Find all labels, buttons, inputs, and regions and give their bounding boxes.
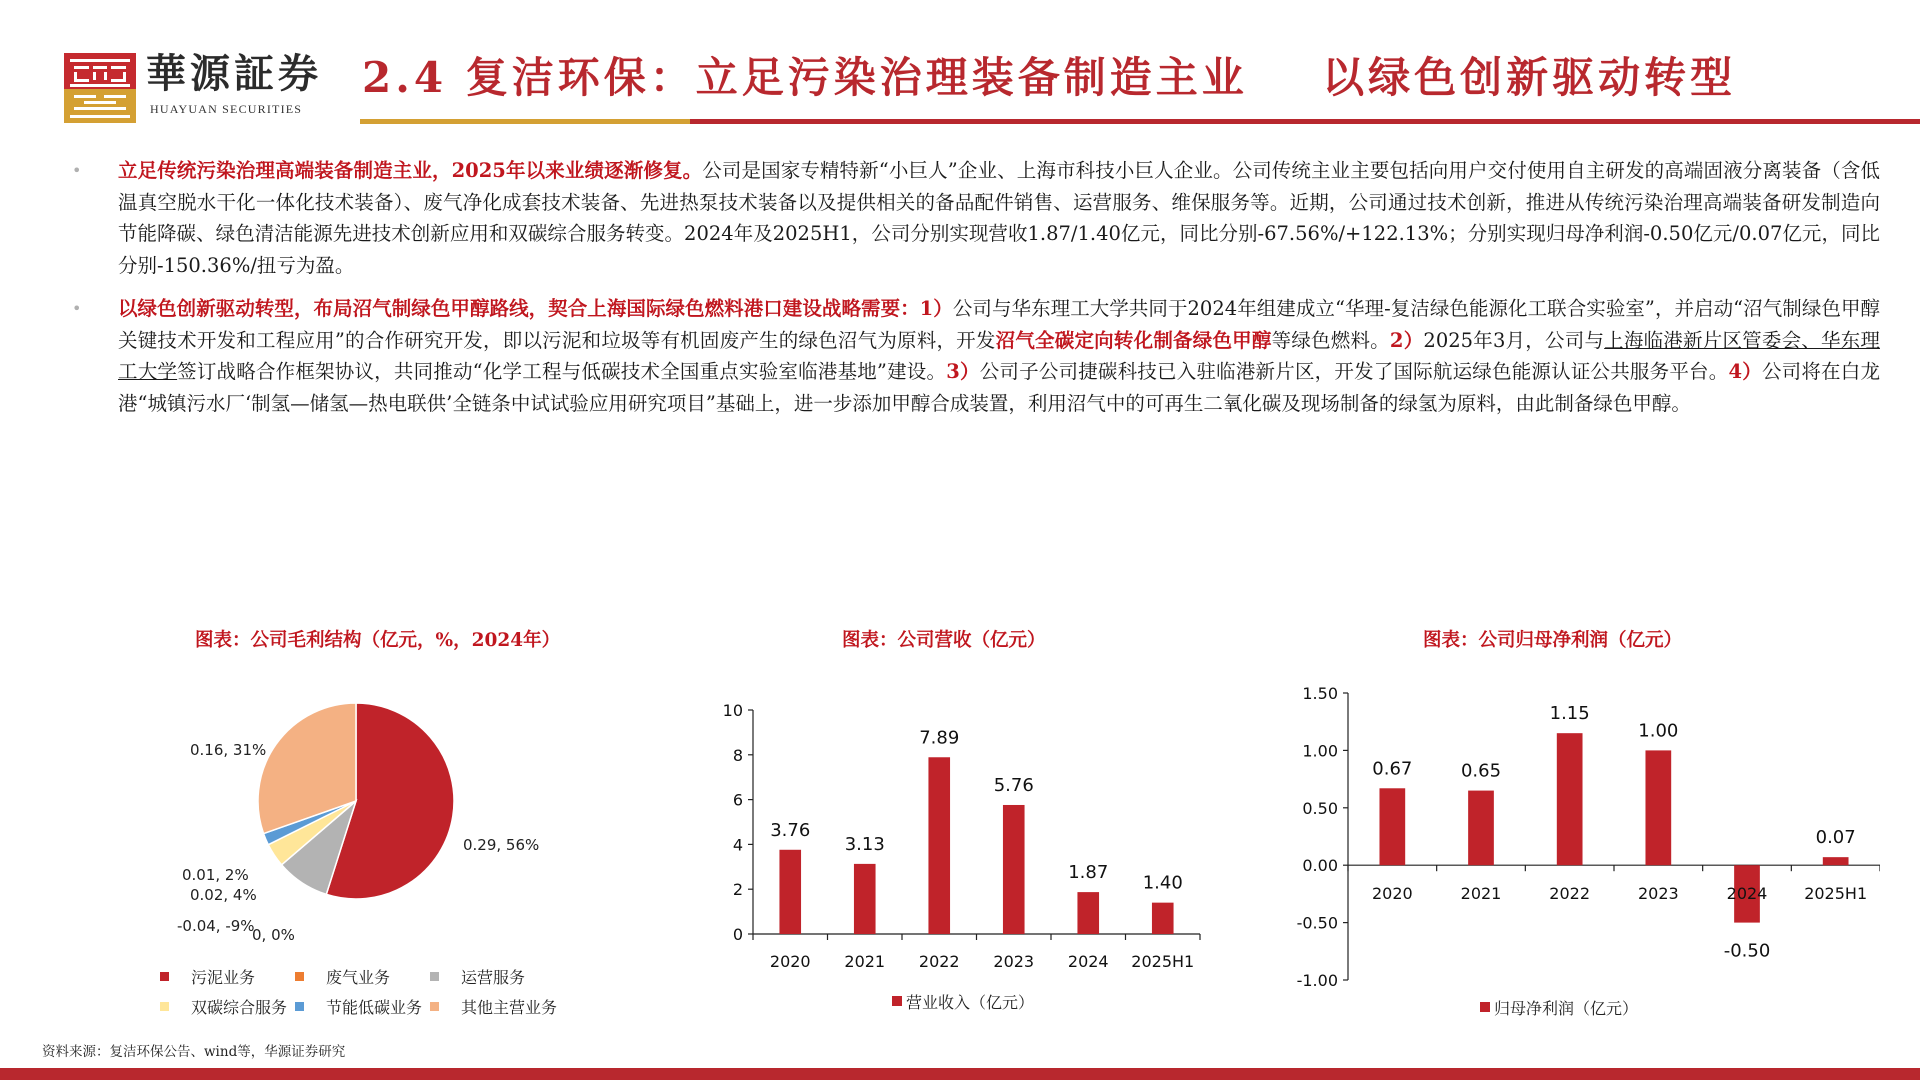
bar — [1379, 788, 1405, 865]
legend-item — [430, 995, 557, 1018]
bar — [854, 864, 876, 934]
bar-value-label: 0.07 — [1815, 827, 1856, 849]
bar-value-label: 0.65 — [1460, 760, 1502, 782]
x-category-label: 2020 — [1371, 884, 1413, 903]
bar — [1557, 733, 1583, 865]
bar-value-label: 1.40 — [1142, 872, 1183, 894]
para2-text: 公司将在白龙港“城镇污水厂‘制氢—储氢—热电联供’全链条中试试验应用研究项目”基础上，进一步添加甲醇合成装置，利用沼气中的可再生二氧化碳及现场制备的绿氢为原料，由此制备绿色甲醇。 — [118, 360, 1880, 415]
para2-lead: 以绿色创新驱动转型，布局沼气制绿色甲醇路线，契合上海国际绿色燃料港口建设战略需要：1） — [118, 297, 953, 320]
legend-label: 营业收入（亿元） — [906, 993, 1035, 1012]
bullet-icon: • — [72, 299, 82, 318]
bar — [928, 757, 950, 934]
y-tick-label: 1.50 — [1302, 684, 1338, 703]
x-category-label: 2022 — [1549, 884, 1591, 903]
paragraph-2 — [72, 293, 1881, 419]
para2-text: 2025年3月，公司与 — [1423, 328, 1605, 352]
y-tick-label: 4 — [732, 835, 743, 855]
header-rule-gold — [360, 119, 690, 124]
bar — [1003, 805, 1025, 934]
bar — [1077, 892, 1099, 934]
legend-swatch — [160, 1002, 169, 1011]
legend-label: 节能低碳业务 — [326, 998, 423, 1017]
x-category-label: 2023 — [993, 952, 1035, 971]
y-tick-label: 6 — [732, 790, 743, 810]
para2-text: 等绿色燃料。 — [1271, 328, 1390, 352]
legend-label: 污泥业务 — [191, 968, 256, 987]
huayuan-logo-icon — [64, 53, 136, 123]
pie-chart-title: 图表：公司毛利结构（亿元，%，2024年） — [195, 630, 561, 651]
legend-item — [430, 965, 525, 988]
legend-item — [295, 965, 390, 988]
net-profit-bar-chart — [1280, 680, 1880, 1020]
pie-data-label: 0, 0% — [252, 926, 295, 944]
bar-value-label: 3.13 — [844, 833, 885, 855]
paragraph-1 — [72, 155, 1880, 281]
y-tick-label: -1.00 — [1296, 971, 1338, 990]
para2-point-3: 3） — [946, 360, 980, 383]
brand-name-en: HUAYUAN SECURITIES — [150, 102, 303, 116]
legend-item — [160, 965, 255, 988]
page-title: 2.4 复洁环保：立足污染治理装备制造主业 以绿色创新驱动转型 — [362, 53, 1737, 102]
x-category-label: 2024 — [1067, 952, 1109, 971]
legend-swatch — [295, 972, 304, 981]
legend-item — [160, 995, 287, 1018]
legend-label: 运营服务 — [461, 968, 526, 987]
legend-label: 归母净利润（亿元） — [1494, 999, 1639, 1018]
para2-highlight: 沼气全碳定向转化制备绿色甲醇 — [995, 328, 1272, 352]
bar-value-label: -0.50 — [1723, 940, 1771, 962]
legend-swatch — [430, 1002, 439, 1011]
bar — [1468, 791, 1494, 866]
brand-name-cn: 華源証券 — [146, 50, 322, 97]
bar-value-label: 3.76 — [770, 819, 811, 841]
bar-value-label: 1.00 — [1638, 720, 1679, 742]
x-category-label: 2022 — [918, 952, 960, 971]
bar-value-label: 1.15 — [1549, 703, 1590, 725]
y-tick-label: 10 — [722, 701, 743, 720]
profit-chart-title: 图表：公司归母净利润（亿元） — [1423, 630, 1683, 651]
para2-text: 签订战略合作框架协议，共同推动“化学工程与低碳技术全国重点实验室临港基地”建设。 — [177, 360, 947, 383]
legend-label: 其他主营业务 — [461, 998, 558, 1017]
y-tick-label: 2 — [732, 880, 743, 900]
revenue-chart-title: 图表：公司营收（亿元） — [842, 630, 1046, 651]
para2-text: 公司子公司捷碳科技已入驻临港新片区，开发了国际航运绿色能源认证公共服务平台。 — [979, 360, 1729, 383]
y-tick-label: 8 — [732, 745, 743, 765]
para2-point-4: 4） — [1728, 360, 1762, 383]
legend-label: 废气业务 — [326, 968, 391, 987]
x-category-label: 2025H1 — [1131, 952, 1195, 971]
para1-lead: 立足传统污染治理高端装备制造主业，2025年以来业绩逐渐修复。 — [118, 159, 703, 182]
y-tick-label: 0.50 — [1302, 798, 1338, 818]
pie-legend — [160, 965, 580, 1025]
bullet-icon: • — [72, 161, 82, 180]
para2-underlined: 上海临港新片区管委会、华东理工大学 — [118, 328, 1880, 383]
legend-swatch — [1480, 1002, 1490, 1012]
legend-swatch — [430, 972, 439, 981]
legend-swatch — [295, 1002, 304, 1011]
x-category-label: 2020 — [769, 952, 811, 971]
x-category-label: 2023 — [1637, 884, 1679, 903]
bar — [1152, 903, 1174, 934]
pie-data-label: 0.29, 56% — [463, 836, 540, 854]
gross-profit-pie-chart — [150, 700, 630, 950]
pie-data-label: 0.16, 31% — [190, 741, 267, 759]
legend-label: 双碳综合服务 — [191, 998, 288, 1017]
y-tick-label: -0.50 — [1296, 913, 1338, 933]
bar-value-label: 1.87 — [1068, 862, 1109, 884]
para2-text: 公司与华东理工大学共同于2024年组建成立“华理-复洁绿色能源化工联合实验室”，并启动“沼气制绿色甲醇关键技术开发和工程应用”的合作研究开发，即以污泥和垃圾等有机固废产生的绿色沼气为原料，开发 — [118, 297, 1881, 352]
bar-value-label: 0.67 — [1372, 758, 1413, 780]
brand — [146, 50, 322, 117]
pie-data-label: -0.04, -9% — [177, 917, 255, 935]
legend-item — [295, 995, 422, 1018]
x-category-label: 2024 — [1726, 884, 1768, 903]
header-rule-red — [690, 119, 1920, 124]
x-category-label: 2021 — [1460, 884, 1502, 903]
bar — [1645, 750, 1671, 865]
y-tick-label: 0.00 — [1302, 856, 1338, 876]
x-category-label: 2021 — [844, 952, 886, 971]
y-tick-label: 1.00 — [1302, 741, 1338, 761]
body-text — [72, 155, 1881, 431]
x-category-label: 2025H1 — [1804, 884, 1868, 903]
bar — [779, 850, 801, 934]
pie-data-label: 0.02, 4% — [190, 886, 257, 904]
para2-point-2: 2） — [1389, 328, 1424, 352]
source-note: 资料来源：复洁环保公告、wind等，华源证券研究 — [42, 1044, 346, 1060]
bar-value-label: 5.76 — [993, 774, 1034, 796]
revenue-bar-chart — [690, 680, 1230, 1020]
para1-body: 公司是国家专精特新“小巨人”企业、上海市科技小巨人企业。公司传统主业主要包括向用户交付使用自主研发的高端固液分离装备（含低温真空脱水干化一体化技术装备）、废气净化成套技术装备、先进热泵技术装备以及提供相关的备品配件销售、运营服务、维保服务等。近期，公司通过技术创新，推进从传统污染治理高端装备研发制造向节能降碳、绿色清洁能源先进技术创新应用和双碳综合服务转变。2024年及2025H1，公司分别实现营收1.87/1.40亿元，同比分别-67.56%/+122.13%；分别实现归母净利润-0.50亿元/0.07亿元，同比分别-150.36%/扭亏为盈。 — [118, 159, 1880, 277]
bar-value-label: 7.89 — [919, 727, 960, 749]
legend-swatch — [160, 972, 169, 981]
legend-swatch — [892, 996, 902, 1006]
pie-data-label: 0.01, 2% — [182, 866, 249, 884]
y-tick-label: 0 — [732, 925, 743, 944]
bar — [1823, 857, 1849, 865]
footer-bar — [0, 1068, 1920, 1080]
